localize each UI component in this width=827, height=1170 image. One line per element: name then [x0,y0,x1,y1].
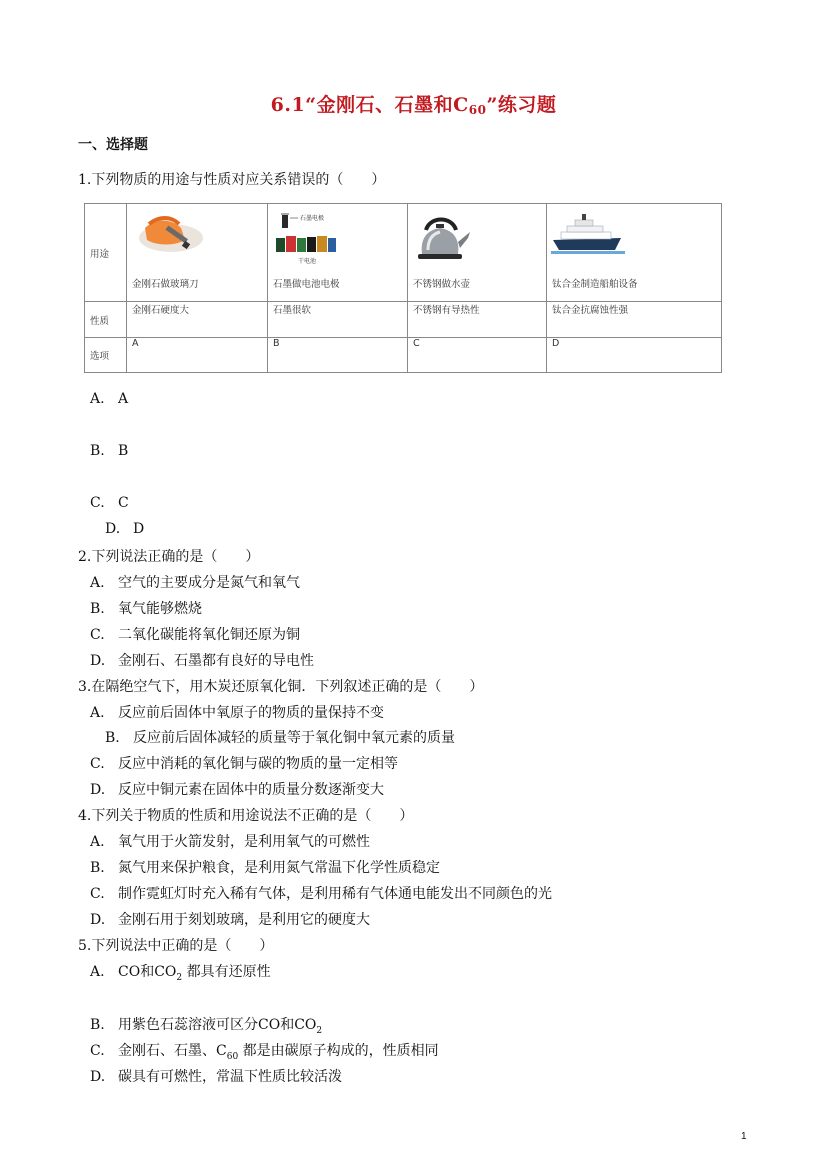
battery-icon [272,210,352,270]
row-label-choice: 选项 [85,338,127,373]
q1-option-c[interactable]: C. C [90,495,129,511]
property-a: 金刚石硬度大 [127,302,268,338]
q3-option-d[interactable]: D. 反应中铜元素在固体中的质量分数逐渐变大 [90,782,384,798]
use-label-c: 不锈钢做水壶 [413,279,471,290]
q2-option-b[interactable]: B. 氧气能够燃烧 [90,601,202,617]
question-5-stem: 5.下列说法中正确的是（ ） [78,938,274,954]
row-label-use: 用途 [85,204,127,302]
q4-option-d[interactable]: D. 金刚石用于刻划玻璃，是利用它的硬度大 [90,912,370,928]
use-label-a: 金刚石做玻璃刀 [132,279,199,290]
q2-option-c[interactable]: C. 二氧化碳能将氧化铜还原为铜 [90,627,300,643]
q1-option-a[interactable]: A. A [90,391,129,407]
row-label-property: 性质 [85,302,127,338]
ship-icon [551,210,625,254]
use-cell-d [547,204,722,302]
q2-option-a[interactable]: A. 空气的主要成分是氮气和氧气 [90,575,300,591]
page-title: 6.1“金刚石、石墨和$C_{60}$”练习题 [270,94,557,117]
q5-option-b[interactable]: B. 用紫色石蕊溶液可区分CO和$CO_2$ [90,1017,323,1036]
choice-b: B [268,338,408,373]
choice-a: A [127,338,268,373]
property-c: 不锈钢有导热性 [408,302,547,338]
property-b: 石墨很软 [268,302,408,338]
choice-d: D [547,338,722,373]
choice-c: C [408,338,547,373]
q2-option-d[interactable]: D. 金刚石、石墨都有良好的导电性 [90,653,314,669]
glass-cutter-icon [131,210,205,258]
q4-option-b[interactable]: B. 氮气用来保护粮食，是利用氮气常温下化学性质稳定 [90,860,440,876]
q5-option-c[interactable]: C. 金刚石、石墨、$C_{60}$ 都是由碳原子构成的，性质相同 [90,1043,439,1062]
q5-option-d[interactable]: D. 碳具有可燃性，常温下性质比较活泼 [90,1069,342,1085]
q3-option-c[interactable]: C. 反应中消耗的氧化铜与碳的物质的量一定相等 [90,756,398,772]
q1-option-b[interactable]: B. B [90,443,129,459]
svg-text:干电池: 干电池 [298,258,317,265]
question-2-stem: 2.下列说法正确的是（ ） [78,549,260,565]
use-cell-a [127,204,268,302]
q3-option-b[interactable]: B. 反应前后固体减轻的质量等于氧化铜中氧元素的质量 [105,730,455,746]
use-label-d: 钛合金制造船舶设备 [552,279,638,290]
kettle-icon [412,210,476,262]
q5-option-a[interactable]: A. CO和$CO_2$ 都具有还原性 [90,964,271,983]
q3-option-a[interactable]: A. 反应前后固体中氧原子的物质的量保持不变 [90,705,384,721]
use-label-b: 石墨做电池电极 [273,279,340,290]
q4-option-a[interactable]: A. 氧气用于火箭发射，是利用氧气的可燃性 [90,834,370,850]
svg-text:石墨电极: 石墨电极 [300,215,325,222]
q1-option-d[interactable]: D. D [105,521,145,537]
use-cell-c [408,204,547,302]
question-1-table [84,203,722,373]
property-d: 钛合金抗腐蚀性强 [547,302,722,338]
page-number: 1 [741,1131,747,1142]
section-heading: 一、选择题 [78,137,148,153]
question-1-stem: 1.下列物质的用途与性质对应关系错误的（ ） [78,172,386,188]
question-3-stem: 3.在隔绝空气下，用木炭还原氧化铜．下列叙述正确的是（ ） [78,679,484,695]
question-4-stem: 4.下列关于物质的性质和用途说法不正确的是（ ） [78,808,414,824]
use-cell-b [268,204,408,302]
q4-option-c[interactable]: C. 制作霓虹灯时充入稀有气体，是利用稀有气体通电能发出不同颜色的光 [90,886,552,902]
